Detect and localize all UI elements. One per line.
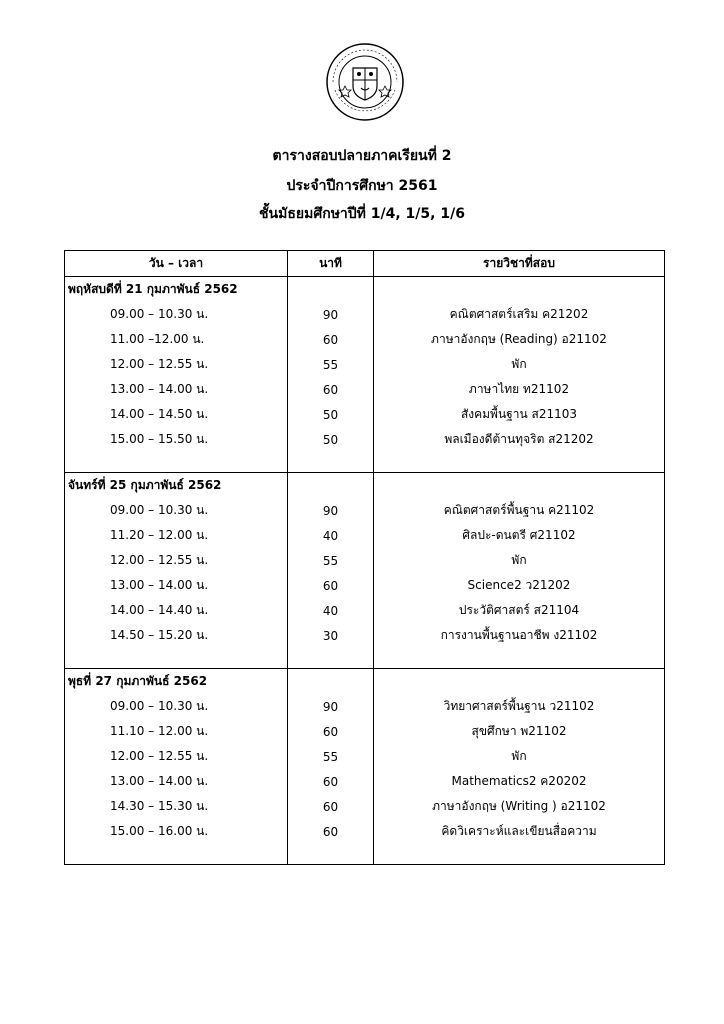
table-row bbox=[65, 794, 665, 819]
col-header-subject: รายวิชาที่สอบ bbox=[374, 251, 665, 277]
day-row bbox=[65, 473, 665, 499]
table-row bbox=[65, 573, 665, 598]
exam-schedule-table bbox=[64, 250, 665, 865]
minutes-cell: 60 bbox=[288, 573, 374, 598]
time-cell: 12.00 – 12.55 น. bbox=[65, 352, 288, 377]
time-cell: 14.50 – 15.20 น. bbox=[65, 623, 288, 648]
subject-cell: สุขศึกษา พ21102 bbox=[374, 719, 665, 744]
minutes-cell: 30 bbox=[288, 623, 374, 648]
spacer-row bbox=[65, 452, 665, 473]
minutes-cell: 60 bbox=[288, 794, 374, 819]
table-row bbox=[65, 623, 665, 648]
day-row bbox=[65, 669, 665, 695]
minutes-cell: 60 bbox=[288, 377, 374, 402]
table-row bbox=[65, 523, 665, 548]
table-row bbox=[65, 548, 665, 573]
table-row bbox=[65, 498, 665, 523]
minutes-cell: 60 bbox=[288, 719, 374, 744]
time-cell: 13.00 – 14.00 น. bbox=[65, 573, 288, 598]
time-cell: 15.00 – 15.50 น. bbox=[65, 427, 288, 452]
subject-cell: Mathematics2 ค20202 bbox=[374, 769, 665, 794]
minutes-cell: 60 bbox=[288, 769, 374, 794]
time-cell: 11.20 – 12.00 น. bbox=[65, 523, 288, 548]
table-row bbox=[65, 427, 665, 452]
minutes-cell: 55 bbox=[288, 548, 374, 573]
subject-cell: การงานพื้นฐานอาชีพ ง21102 bbox=[374, 623, 665, 648]
day-row bbox=[65, 277, 665, 303]
time-cell: 13.00 – 14.00 น. bbox=[65, 377, 288, 402]
time-cell: 11.00 –12.00 น. bbox=[65, 327, 288, 352]
subject-cell: คณิตศาสตร์เสริม ค21202 bbox=[374, 302, 665, 327]
subject-cell: พลเมืองดีต้านทุจริต ส21202 bbox=[374, 427, 665, 452]
spacer-row bbox=[65, 844, 665, 865]
time-cell: 09.00 – 10.30 น. bbox=[65, 498, 288, 523]
school-crest-icon bbox=[325, 42, 405, 122]
time-cell: 09.00 – 10.30 น. bbox=[65, 302, 288, 327]
academic-year: ประจำปีการศึกษา 2561 bbox=[286, 178, 438, 194]
minutes-cell: 90 bbox=[288, 694, 374, 719]
table-row bbox=[65, 744, 665, 769]
minutes-cell: 50 bbox=[288, 427, 374, 452]
day-name: พฤหัสบดีที่ 21 กุมภาพันธ์ 2562 bbox=[65, 277, 288, 303]
table-row bbox=[65, 769, 665, 794]
subject-cell: คิดวิเคราะห์และเขียนสื่อความ bbox=[374, 819, 665, 844]
time-cell: 12.00 – 12.55 น. bbox=[65, 744, 288, 769]
table-row bbox=[65, 719, 665, 744]
subject-cell: สังคมพื้นฐาน ส21103 bbox=[374, 402, 665, 427]
minutes-cell: 90 bbox=[288, 302, 374, 327]
subject-cell: วิทยาศาสตร์พื้นฐาน ว21102 bbox=[374, 694, 665, 719]
subject-cell: Science2 ว21202 bbox=[374, 573, 665, 598]
minutes-cell: 60 bbox=[288, 327, 374, 352]
subject-cell: พัก bbox=[374, 352, 665, 377]
col-header-time: วัน – เวลา bbox=[65, 251, 288, 277]
subject-cell: ประวัติศาสตร์ ส21104 bbox=[374, 598, 665, 623]
subject-cell: คณิตศาสตร์พื้นฐาน ค21102 bbox=[374, 498, 665, 523]
subject-cell: ภาษาไทย ท21102 bbox=[374, 377, 665, 402]
table-row bbox=[65, 402, 665, 427]
table-row bbox=[65, 819, 665, 844]
spacer-row bbox=[65, 648, 665, 669]
table-row bbox=[65, 694, 665, 719]
subject-cell: พัก bbox=[374, 744, 665, 769]
minutes-cell: 40 bbox=[288, 598, 374, 623]
day-name: จันทร์ที่ 25 กุมภาพันธ์ 2562 bbox=[65, 473, 288, 499]
exam-title: ตารางสอบปลายภาคเรียนที่ 2 bbox=[272, 148, 452, 164]
time-cell: 14.30 – 15.30 น. bbox=[65, 794, 288, 819]
minutes-cell: 40 bbox=[288, 523, 374, 548]
time-cell: 13.00 – 14.00 น. bbox=[65, 769, 288, 794]
table-header-row bbox=[65, 251, 665, 277]
table-row bbox=[65, 377, 665, 402]
grade-levels: ชั้นมัธยมศึกษาปีที่ 1/4, 1/5, 1/6 bbox=[259, 206, 465, 222]
minutes-cell: 55 bbox=[288, 352, 374, 377]
time-cell: 14.00 – 14.50 น. bbox=[65, 402, 288, 427]
time-cell: 15.00 – 16.00 น. bbox=[65, 819, 288, 844]
minutes-cell: 50 bbox=[288, 402, 374, 427]
table-row bbox=[65, 352, 665, 377]
col-header-minutes: นาที bbox=[288, 251, 374, 277]
table-row bbox=[65, 327, 665, 352]
minutes-cell: 55 bbox=[288, 744, 374, 769]
time-cell: 12.00 – 12.55 น. bbox=[65, 548, 288, 573]
subject-cell: พัก bbox=[374, 548, 665, 573]
minutes-cell: 90 bbox=[288, 498, 374, 523]
day-name: พุธที่ 27 กุมภาพันธ์ 2562 bbox=[65, 669, 288, 695]
minutes-cell: 60 bbox=[288, 819, 374, 844]
time-cell: 14.00 – 14.40 น. bbox=[65, 598, 288, 623]
subject-cell: ศิลปะ-ดนตรี ศ21102 bbox=[374, 523, 665, 548]
time-cell: 11.10 – 12.00 น. bbox=[65, 719, 288, 744]
subject-cell: ภาษาอังกฤษ (Writing ) อ21102 bbox=[374, 794, 665, 819]
table-row bbox=[65, 598, 665, 623]
time-cell: 09.00 – 10.30 น. bbox=[65, 694, 288, 719]
table-row bbox=[65, 302, 665, 327]
subject-cell: ภาษาอังกฤษ (Reading) อ21102 bbox=[374, 327, 665, 352]
